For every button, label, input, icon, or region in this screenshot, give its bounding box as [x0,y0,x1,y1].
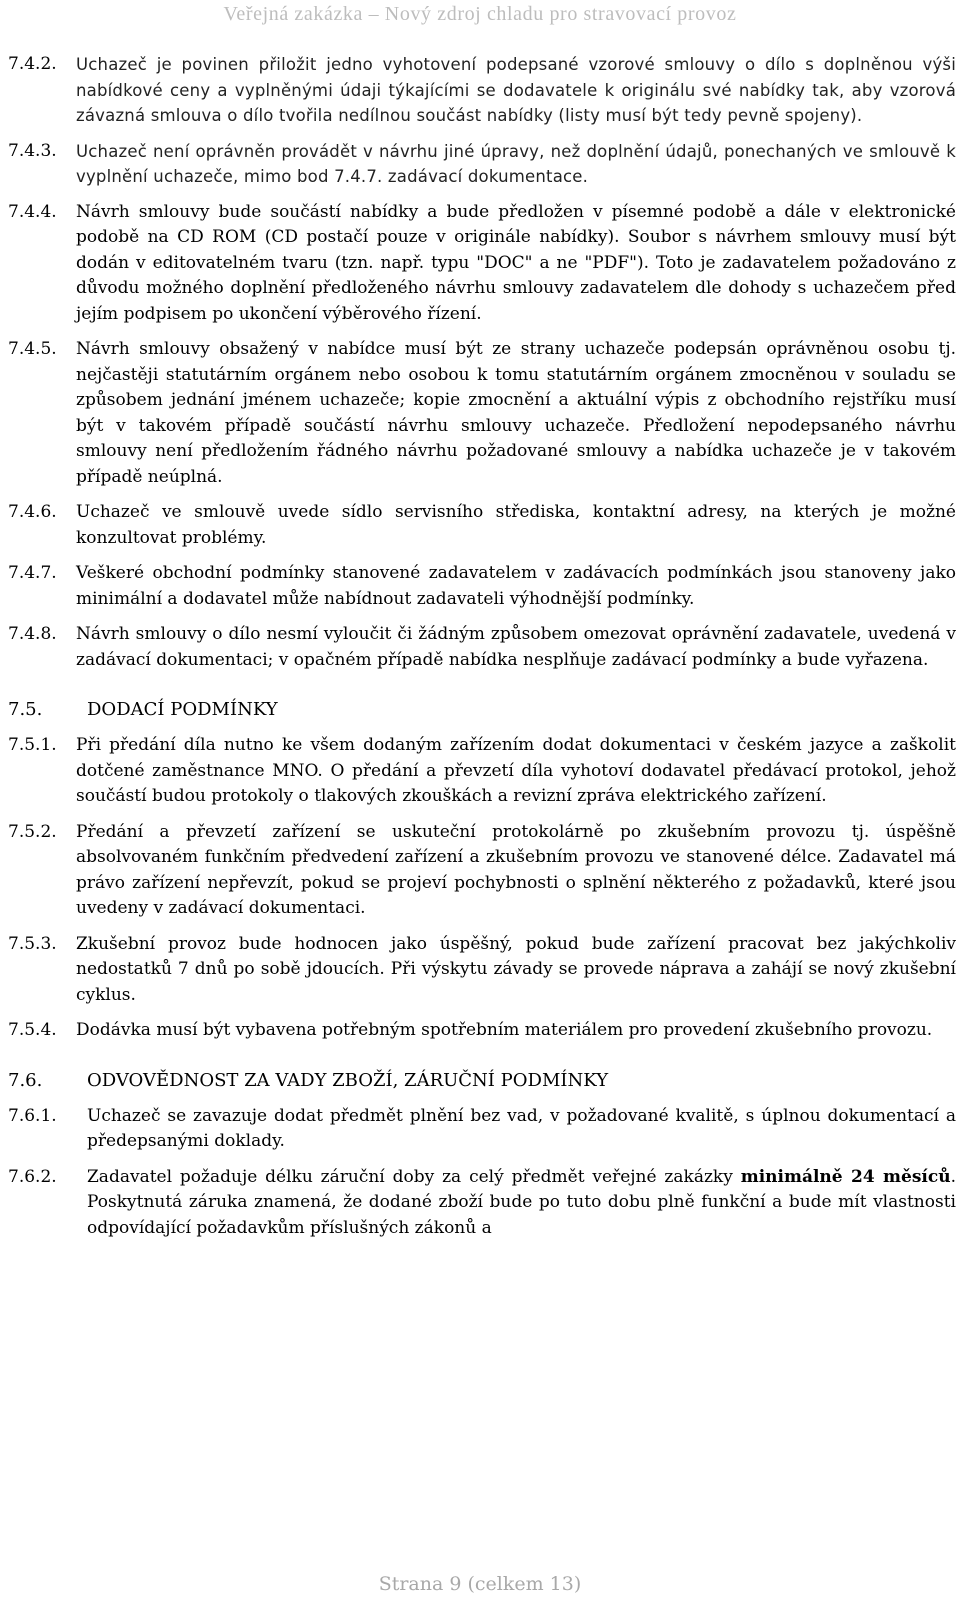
paragraph-number: 7.4.6. [8,502,57,522]
paragraph-number: 7.4.4. [8,201,57,222]
paragraph-number: 7.4.2. [8,54,57,74]
paragraph-number: 7.4.5. [8,339,57,359]
section-title: ODVOVĚDNOST ZA VADY ZBOŽÍ, ZÁRUČNÍ PODMÍNKY [87,1069,609,1091]
paragraph-7-5-3 [8,932,956,1009]
paragraph-number: 7.5.3. [8,933,57,954]
paragraph-text: Při předání díla nutno ke všem dodaným zařízením dodat dokumentaci v českém jazyce a zaškolit dotčené zaměstnance MNO. O předání a převzetí díla vyhotoví dodavatel předávací protokol, jehož součástí budou protokoly o tlakových zkouškách a revizní zpráva elektrického zařízení. [76,735,956,806]
paragraph-text: Veškeré obchodní podmínky stanovené zadavatelem v zadávacích podmínkách jsou stanoveny jako minimální a dodavatel může nabídnout zadavateli výhodnější podmínky. [76,563,956,609]
paragraph-7-4-8 [8,622,956,673]
paragraph-text: Uchazeč se zavazuje dodat předmět plnění bez vad, v požadované kvalitě, s úplnou dokumentací a předepsanými doklady. [87,1105,956,1151]
paragraph-7-6-2 [8,1165,956,1242]
paragraph-7-5-1 [8,733,956,810]
paragraph-7-5-2 [8,820,956,922]
paragraph-number: 7.5.1. [8,735,57,755]
section-heading-7-6 [8,1068,956,1094]
paragraph-text: Návrh smlouvy o dílo nesmí vyloučit či žádným způsobem omezovat oprávnění zadavatele, uvedená v zadávací dokumentaci; v opačném případě nabídka nesplňuje zadávací podmínky a bude vyřazena. [76,624,956,670]
paragraph-7-4-2 [8,52,956,129]
paragraph-text: Uchazeč ve smlouvě uvede sídlo servisního střediska, kontaktní adresy, na kterých je možné konzultovat problémy. [76,502,956,548]
paragraph-text: Zkušební provoz bude hodnocen jako úspěšný, pokud bude zařízení pracovat bez jakýchkoliv nedostatků 7 dnů po sobě jdoucích. Při výskytu závady se provede náprava a zahájí se nový zkušební cyklus. [76,933,956,1005]
section-title: DODACÍ PODMÍNKY [87,699,278,720]
paragraph-text: Návrh smlouvy bude součástí nabídky a bude předložen v písemné podobě a dále v elektronické podobě na CD ROM (CD postačí pouze v originále nabídky). Soubor s návrhem smlouvy musí být dodán v editovatelném tvaru (tzn. např. typu "DOC" a ne "PDF"). Toto je zadavatelem požadováno z důvodu možného doplnění předloženého návrhu smlouvy zadavatelem dle dohody s uchazečem před jejím podpisem po ukončení výběrového řízení. [76,201,956,324]
paragraph-7-4-6 [8,500,956,551]
paragraph-7-4-7 [8,561,956,612]
paragraph-number: 7.6.2. [8,1166,57,1187]
paragraph-number: 7.5.2. [8,821,57,842]
paragraph-text: Uchazeč není oprávněn provádět v návrhu jiné úpravy, než doplnění údajů, ponechaných ve smlouvě k vyplnění uchazeče, mimo bod 7.4.7. zadávací dokumentace. [76,141,956,186]
paragraph-text: Předání a převzetí zařízení se uskuteční protokolárně po zkušebním provozu tj. úspěšně absolvovaném funkčním předvedení zařízení a zkušebním provozu ve stanovené délce. Zadavatel má právo zařízení nepřevzít, pokud se projeví pochybnosti o splnění některého z požadavků, které jsou uvedeny v zadávací dokumentaci. [76,821,956,918]
section-number: 7.5. [8,699,43,720]
paragraph-7-6-1 [8,1104,956,1155]
paragraph-7-4-5 [8,337,956,490]
warranty-period-bold: minimálně 24 měsíců [740,1166,951,1187]
paragraph-number: 7.4.3. [8,140,57,161]
document-body [8,52,956,1241]
section-heading-7-5 [8,697,956,723]
page-header: Veřejná zakázka – Nový zdroj chladu pro stravovací provoz [223,3,737,25]
paragraph-number: 7.4.7. [8,563,57,583]
paragraph-7-4-3 [8,139,956,190]
paragraph-7-5-4 [8,1018,956,1044]
paragraph-number: 7.6.1. [8,1105,57,1126]
paragraph-number: 7.4.8. [8,624,57,644]
paragraph-7-4-4 [8,200,956,328]
paragraph-number: 7.5.4. [8,1020,57,1040]
paragraph-text: Dodávka musí být vybavena potřebným spotřebním materiálem pro provedení zkušebního provozu. [76,1020,933,1040]
page-footer: Strana 9 (celkem 13) [378,1573,582,1595]
paragraph-text: Uchazeč je povinen přiložit jedno vyhotovení podepsané vzorové smlouvy o dílo s doplněnou výši nabídkové ceny a vyplněnými údaji týkajícími se dodavatele k originálu své nabídky tak, aby vzorová závazná smlouva o dílo tvořila nedílnou součást nabídky (listy musí být tedy pevně spojeny). [76,55,956,125]
text-part: . Poskytnutá záruka znamená, že dodané zboží bude po tuto dobu plně funkční a bude mít vlastnosti odpovídající požadavkům příslušných zákonů a [87,1166,956,1238]
paragraph-text [87,1165,956,1242]
paragraph-text: Návrh smlouvy obsažený v nabídce musí být ze strany uchazeče podepsán oprávněnou osobu tj. nejčastěji statutárním orgánem nebo osobou k tomu statutárním orgánem zmocněnou v souladu se způsobem jednání jménem uchazeče; kopie zmocnění a aktuální výpis z obchodního rejstříku musí být v takovém případě součástí návrhu smlouvy uchazeče. Předložení nepodepsaného návrhu smlouvy není předložením řádného návrhu požadované smlouvy a nabídka uchazeče je v takovém případě neúplná. [76,339,956,487]
section-number: 7.6. [8,1069,43,1091]
text-part: Zadavatel požaduje délku záruční doby za celý předmět veřejné zakázky [87,1166,741,1187]
